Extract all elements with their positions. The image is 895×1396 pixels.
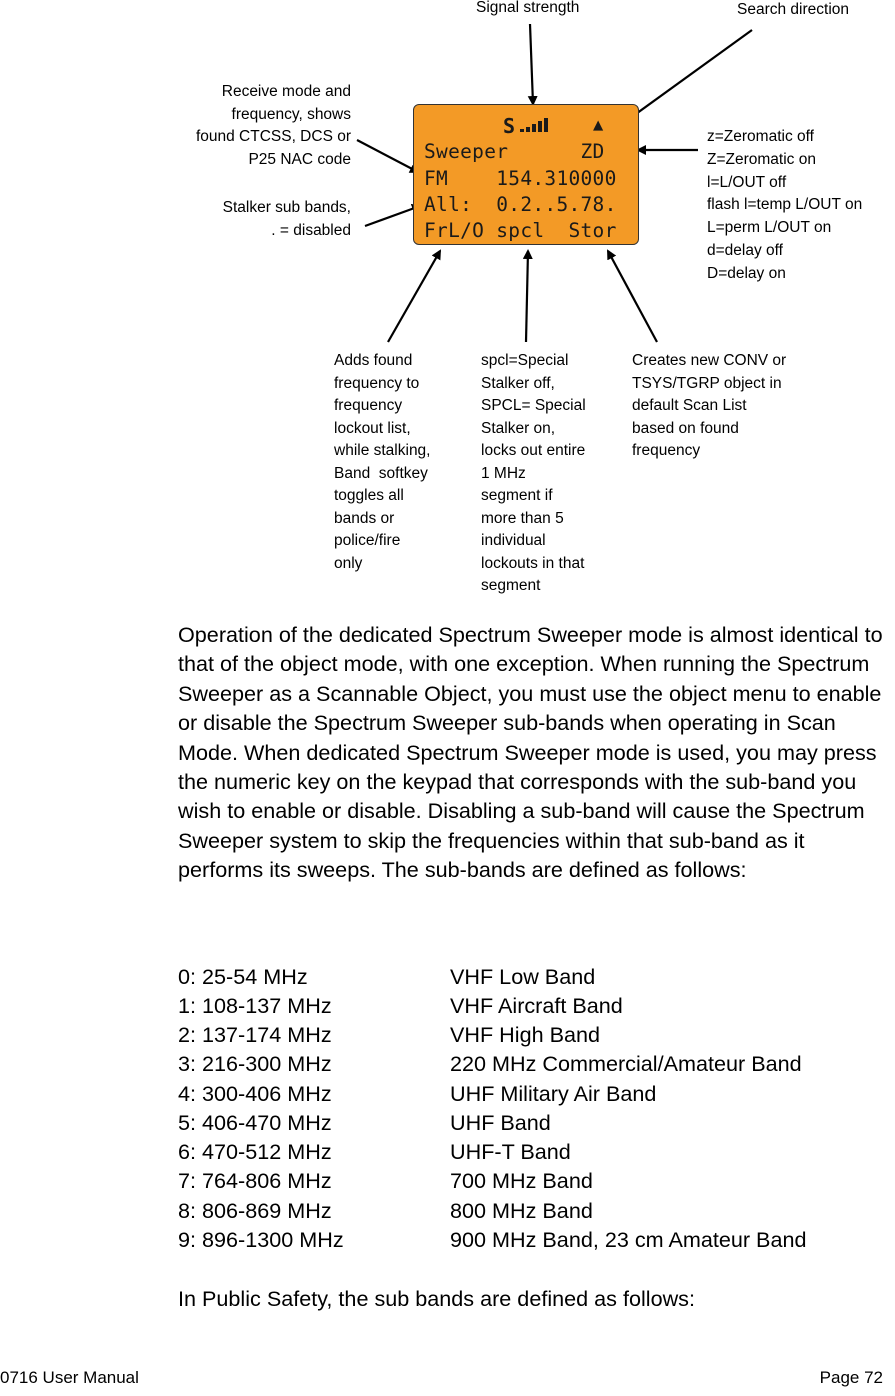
lcd-line-softkeys: FrL/O spcl Stor <box>424 219 617 242</box>
search-direction-icon: ▲ <box>593 115 604 135</box>
body-paragraph-1: Operation of the dedicated Spectrum Sweeper mode is almost identical to that of the object mode, with one exception. When running the Spectrum Sweeper as a Scannable Object, you must use the object menu to enable or disable the Spectrum Sweeper sub-bands when operating in Scan Mode. When dedicated Spectrum Sweeper mode is used, you may press the numeric key on the keypad that corresponds with the sub-band you wish to enable or disable. Disabling a sub-band will cause the Spectrum Sweeper system to skip the frequencies within that sub-band as it performs its sweeps. The sub-bands are defined as follows: <box>178 622 883 883</box>
label-creates-new: Creates new CONV or TSYS/TGRP object in default Scan List based on found frequency <box>632 352 787 459</box>
arrow-receive-mode <box>357 140 418 172</box>
label-zeromatic: z=Zeromatic off Z=Zeromatic on l=L/OUT off flash l=temp L/OUT on L=perm L/OUT on d=delay off D=delay on <box>707 128 863 282</box>
arrow-adds-found <box>388 251 440 342</box>
lcd-line-frequency: FM 154.310000 <box>424 167 617 190</box>
arrow-spcl <box>526 251 528 342</box>
callout-arrows <box>0 0 895 620</box>
arrow-stalker-sub-bands <box>365 206 420 226</box>
footer-manual-title: 0716 User Manual <box>0 1368 139 1387</box>
lcd-line-sub-bands: All: 0.2..5.78. <box>424 193 617 216</box>
signal-label: S <box>503 114 516 138</box>
arrow-signal-strength <box>530 24 533 104</box>
lcd-display <box>413 104 639 245</box>
label-search-direction: Search direction <box>737 1 850 18</box>
body-paragraph-2: In Public Safety, the sub bands are defined as follows: <box>178 1286 695 1311</box>
arrow-search-direction <box>622 30 752 124</box>
arrow-creates-new <box>608 251 657 342</box>
label-receive-mode: Receive mode and frequency, shows found CTCSS, DCS or P25 NAC code <box>195 83 351 168</box>
label-adds-found: Adds found frequency to frequency lockout list, while stalking, Band softkey toggles all bands or police/fire only <box>334 352 431 572</box>
label-signal-strength: Signal strength <box>476 0 580 16</box>
label-stalker-sub-bands: Stalker sub bands, . = disabled <box>222 199 351 239</box>
footer-page-number: Page 72 <box>819 1368 883 1387</box>
lcd-line-mode: Sweeper ZD <box>424 140 605 163</box>
label-spcl: spcl=Special Stalker off, SPCL= Special Stalker on, locks out entire 1 MHz segment if more than 5 individual lockouts in that segment <box>481 352 586 594</box>
